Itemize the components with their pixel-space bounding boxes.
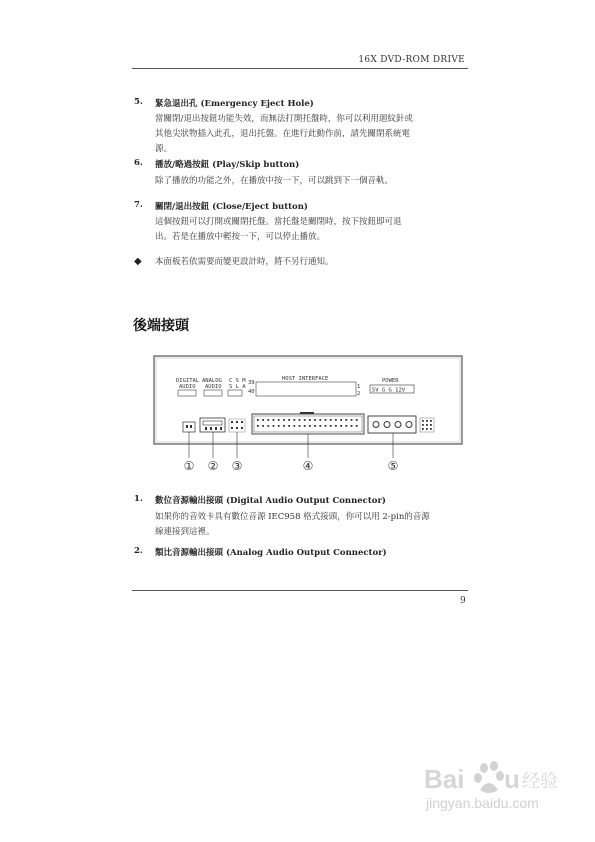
header-pin [426, 428, 428, 430]
item-1-title: 數位音源輸出接頭 (Digital Audio Output Connector) [155, 496, 386, 506]
item-2-number: 2. [134, 546, 143, 556]
csm-label-box [228, 390, 242, 396]
item-7-title: 關閉/退出按鈕 (Close/Eject button) [155, 202, 308, 212]
note-bullet: ◆ [134, 256, 142, 267]
callout-2: ② [207, 459, 219, 473]
pin-2-label: 2 [357, 391, 361, 397]
power-pin-label: 5V G G 12V [372, 387, 406, 394]
callout-5: ⑤ [387, 459, 399, 473]
item-1-text: 如果你的音效卡具有數位音源 IEC958 格式接頭，你可以用 2-pin的音源 線連接到這裡。 [155, 512, 430, 537]
ide-pin [345, 419, 347, 421]
ide-pin [278, 425, 280, 427]
header-pin [430, 428, 432, 430]
item-6-number: 6. [134, 158, 143, 168]
ide-pin [351, 425, 353, 427]
ide-pin [283, 419, 285, 421]
ide-pin [309, 419, 311, 421]
section-title: 後端接頭 [133, 318, 189, 334]
header-pin [422, 424, 424, 426]
item-5-number: 5. [134, 97, 143, 107]
label-analog-audio: AUDIO [205, 384, 222, 390]
item-6-title: 播放/略過按鈕 (Play/Skip button) [155, 160, 300, 170]
ide-pin [330, 425, 332, 427]
ide-pin [293, 425, 295, 427]
analog-label-box [204, 390, 222, 396]
header-pin [430, 424, 432, 426]
ide-pin [257, 419, 259, 421]
label-power: POWER [382, 378, 399, 384]
pin-39-label: 39 [248, 380, 255, 386]
svg-text:jingyan.baidu.com: jingyan.baidu.com [426, 795, 539, 811]
svg-text:u: u [504, 764, 520, 794]
ide-pin [299, 419, 301, 421]
ide-pin [304, 425, 306, 427]
ide-pin [288, 425, 290, 427]
header-pin [422, 420, 424, 422]
label-host-interface: HOST INTERFACE [282, 376, 329, 382]
header-pin [422, 428, 424, 430]
item-7-text: 這個按鈕可以打開或關閉托盤。當托盤是關閉時，按下按鈕即可退 出。若是在播放中輕按一下，可以停止播放。 [155, 217, 402, 242]
ide-pin [335, 425, 337, 427]
item-5-text: 當關閉/退出按鈕功能失效，而無法打開托盤時，你可以利用迴紋針或 其他尖狀物插入此孔，退出托盤。在進行此動作前，請先關閉系統電 源。 [155, 114, 413, 154]
footer-rule [132, 590, 468, 591]
ide-pin [278, 419, 280, 421]
ide-pin [299, 425, 301, 427]
digital-label-box [178, 390, 196, 396]
label-digital: DIGITAL [176, 378, 200, 384]
ide-pin [257, 425, 259, 427]
ide-pin [304, 419, 306, 421]
digital-audio-connector [183, 422, 195, 432]
pin-header-pins [422, 420, 432, 430]
svg-text:经验: 经验 [522, 771, 558, 792]
csm-jumper-block [229, 419, 245, 432]
power-connector [368, 416, 416, 433]
label-sla: S L A [229, 384, 246, 390]
ide-pin [293, 419, 295, 421]
callout-3: ③ [231, 459, 243, 473]
ide-pin [262, 425, 264, 427]
baidu-watermark-logo [418, 756, 568, 828]
ide-pin [345, 425, 347, 427]
ide-pin [309, 425, 311, 427]
callout-4: ④ [302, 459, 314, 473]
item-7-number: 7. [134, 200, 143, 210]
item-6-text: 除了播放的功能之外，在播放中按一下，可以跳到下一個音軌。 [155, 176, 394, 186]
ide-pin [325, 425, 327, 427]
pin-1-label: 1 [357, 384, 361, 390]
svg-text:Bai: Bai [424, 764, 465, 794]
item-1-number: 1. [134, 494, 143, 504]
header-rule [132, 68, 468, 69]
ide-pin [340, 419, 342, 421]
label-analog: ANALOG [202, 378, 222, 384]
callout-1: ① [183, 459, 195, 473]
label-csm: C S M [229, 378, 246, 384]
host-interface-connector [252, 414, 364, 434]
item-5-title: 緊急退出孔 (Emergency Eject Hole) [155, 99, 314, 109]
ide-pin [283, 425, 285, 427]
pin-40-label: 40 [248, 389, 255, 395]
page-number: 9 [460, 596, 466, 606]
ide-pin [314, 425, 316, 427]
ide-pin [319, 425, 321, 427]
ide-pin [262, 419, 264, 421]
ide-pin [356, 419, 358, 421]
header-pin [426, 420, 428, 422]
ide-pin [325, 419, 327, 421]
running-header: 16X DVD-ROM DRIVE [358, 55, 465, 65]
ide-pin [267, 419, 269, 421]
host-interface-label-box [256, 382, 356, 396]
header-pin [430, 420, 432, 422]
rear-panel-diagram [150, 352, 470, 477]
ide-pin [330, 419, 332, 421]
ide-pin [273, 419, 275, 421]
ide-pin [356, 425, 358, 427]
ide-pin [340, 425, 342, 427]
ide-pin [319, 419, 321, 421]
ide-pin [335, 419, 337, 421]
ide-pin [267, 425, 269, 427]
note-text: 本面板若依需要而變更設計時，將不另行通知。 [155, 257, 334, 267]
header-pin [426, 424, 428, 426]
ide-pin [288, 419, 290, 421]
ide-pin [351, 419, 353, 421]
ide-pin [314, 419, 316, 421]
ide-pin [273, 425, 275, 427]
item-2-title: 類比音源輸出接頭 (Analog Audio Output Connector) [155, 548, 387, 558]
label-digital-audio: AUDIO [179, 384, 196, 390]
